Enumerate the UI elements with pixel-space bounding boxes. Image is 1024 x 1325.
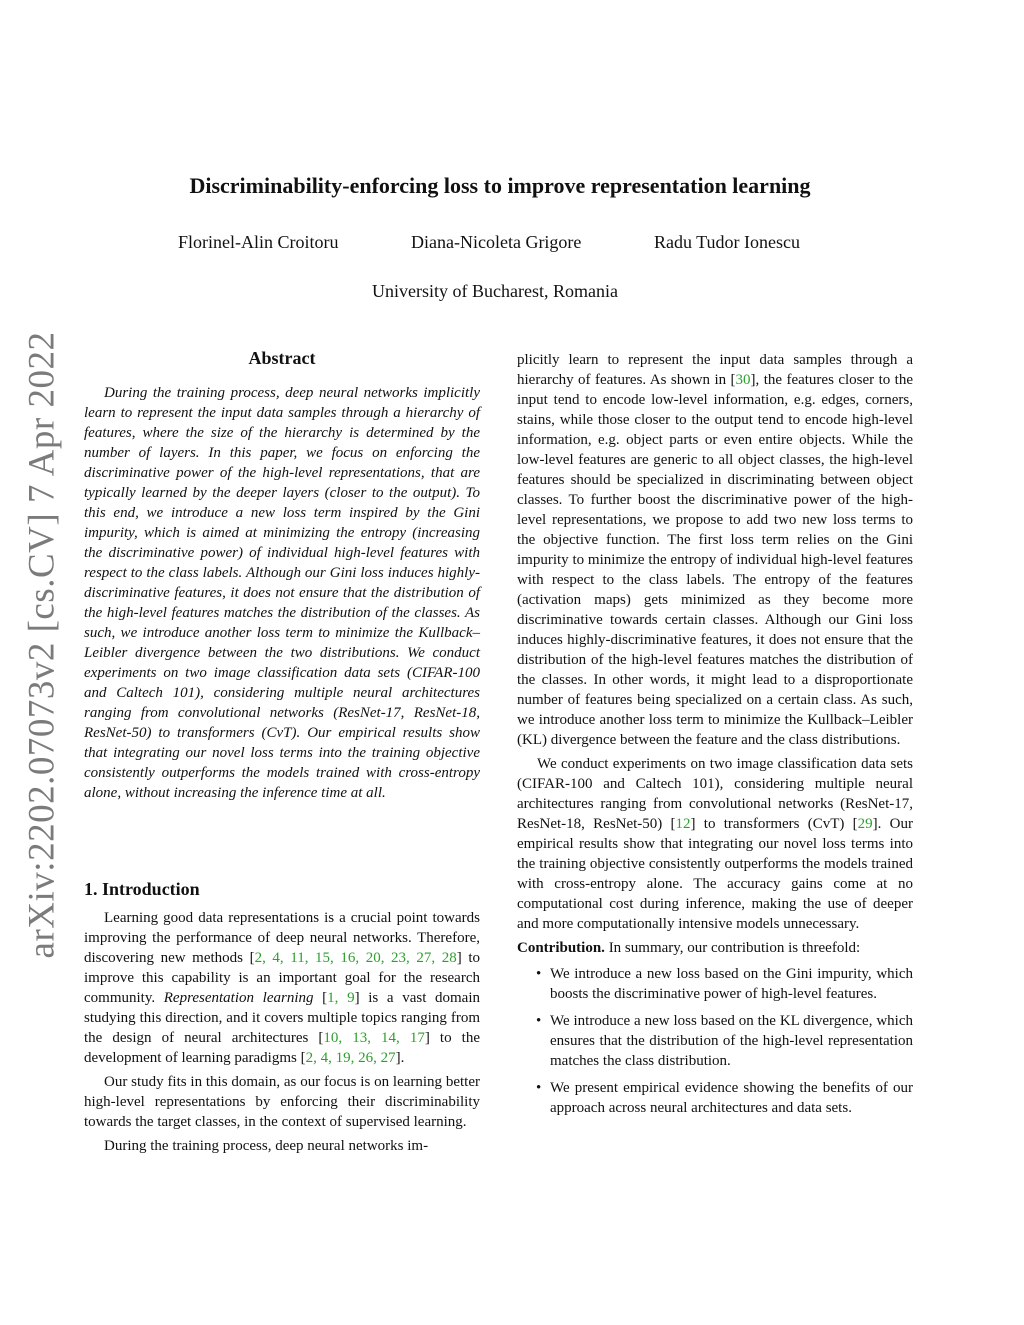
author-2: Diana-Nicoleta Grigore — [411, 232, 582, 252]
author-3: Radu Tudor Ionescu — [654, 232, 801, 252]
citation-link[interactable]: 29 — [857, 816, 873, 832]
intro-paragraph-3-cont: plicitly learn to represent the input data samples through a hierarchy of features. As shown in [30], the features closer to the input tend to encode low-level information, e.g. edges, corners, stains, while those closer to the output tend to encode high-level information, e.g. object parts or even entire objects. While the low-level features are generic to all object classes, the high-level features should be specialized in discriminating between object classes. To further boost the discriminative power of the high-level representations, we propose to add two new loss terms to the objective function. The first loss term relies on the Gini impurity to minimize the entropy of individual high-level features with respect to the class labels. The entropy of the features (activation maps) gets minimized as they become more discriminative towards certain classes. Although our Gini loss induces highly-discriminative features, it does not ensure that the distribution of the high-level features matches the distribution of the classes. In other words, it might lead to a disproportionate number of features being specialized on a certain class. As such, we introduce another loss term to minimize the Kullback–Leibler (KL) divergence between the feature and the class distributions. — [517, 352, 913, 748]
contribution-list — [517, 964, 913, 1118]
emphasis-representation-learning: Representation learning — [163, 990, 314, 1006]
citation-link[interactable]: 2, 4, 11, 15, 16, 20, 23, 27, 28 — [254, 950, 457, 966]
abstract-body — [84, 383, 480, 803]
intro-paragraph-1: Learning good data representations is a crucial point towards improving the performance of deep neural networks. Therefore, discovering new methods [2, 4, 11, 15, 16, 20, 23, 27, 28] to improve this capability is an important goal for the research community. Representation learning [1, 9] is a vast domain studying this direction, and it covers multiple topics ranging from the design of neural architectures [10, 13, 14, 17] to the development of learning paradigms [2, 4, 19, 26, 27]. — [84, 910, 481, 1066]
author-1: Florinel-Alin Croitoru — [178, 232, 339, 252]
contribution-label: Contribution. — [517, 940, 605, 956]
citation-link[interactable]: 10, 13, 14, 17 — [323, 1030, 425, 1046]
citation-link[interactable]: 30 — [735, 372, 751, 388]
abstract-heading: Abstract — [248, 348, 316, 368]
list-item: • We introduce a new loss based on the KL divergence, which ensures that the distribution of the high-level representation matches the class distribution. — [517, 1011, 913, 1071]
arxiv-sidebar — [12, 331, 72, 959]
right-column — [517, 350, 913, 1125]
intro-left-column — [84, 908, 480, 1160]
intro-paragraph-4: We conduct experiments on two image classification data sets (CIFAR-100 and Caltech 101), considering multiple neural architectures ranging from convolutional networks (ResNet-17, ResNet-18, ResNet-50) [12] to transformers (CvT) [29]. Our empirical results show that integrating our novel loss terms into the training objective consistently outperforms the models trained with cross-entropy alone. The accuracy gains come at no computational cost during inference, making the use of deeper and more computationally intensive models unnecessary. — [517, 756, 913, 932]
citation-link[interactable]: 2, 4, 19, 26, 27 — [305, 1050, 396, 1066]
affiliation: University of Bucharest, Romania — [372, 281, 618, 301]
paper-title: Discriminability-enforcing loss to improve representation learning — [189, 173, 811, 198]
list-item: • We present empirical evidence showing the benefits of our approach across neural architectures and data sets. — [517, 1078, 913, 1118]
intro-paragraph-2: Our study fits in this domain, as our focus is on learning better high-level representations by enforcing their discriminability towards the target classes, in the context of supervised learning. — [84, 1074, 480, 1130]
abstract-text: During the training process, deep neural networks implicitly learn to represent the input data samples through a hierarchy of features, where the size of the hierarchy is determined by the number of layers. In this paper, we focus on enforcing the discriminative power of the high-level representations, that are typically learned by the deeper layers (closer to the output). To this end, we introduce a new loss term inspired by the Gini impurity, which is aimed at minimizing the entropy (increasing the discriminative power) of individual high-level features with respect to the class labels. Although our Gini loss induces highly-discriminative features, it does not ensure that the distribution of the high-level features matches the distribution of the classes. As such, we introduce another loss term to minimize the Kullback–Leibler divergence between the two distributions. We conduct experiments on two image classification data sets (CIFAR-100 and Caltech 101), considering multiple neural architectures ranging from convolutional networks (ResNet-17, ResNet-18, ResNet-50) to transformers (CvT). Our empirical results show that integrating our novel loss terms into the training objective consistently outperforms the models trained with cross-entropy alone, without increasing the inference time at all. — [84, 385, 480, 801]
contribution-paragraph: Contribution. In summary, our contribution is threefold: — [517, 940, 861, 956]
arxiv-identifier: arXiv:2202.07073v2 [cs.CV] 7 Apr 2022 — [21, 331, 63, 959]
citation-link[interactable]: 12 — [675, 816, 691, 832]
citation-link[interactable]: 1, 9 — [327, 990, 355, 1006]
intro-paragraph-3-start: During the training process, deep neural networks im- — [104, 1138, 429, 1154]
section-heading-introduction: 1. Introduction — [84, 879, 200, 899]
list-item: • We introduce a new loss based on the Gini impurity, which boosts the discriminative power of high-level features. — [517, 964, 913, 1004]
